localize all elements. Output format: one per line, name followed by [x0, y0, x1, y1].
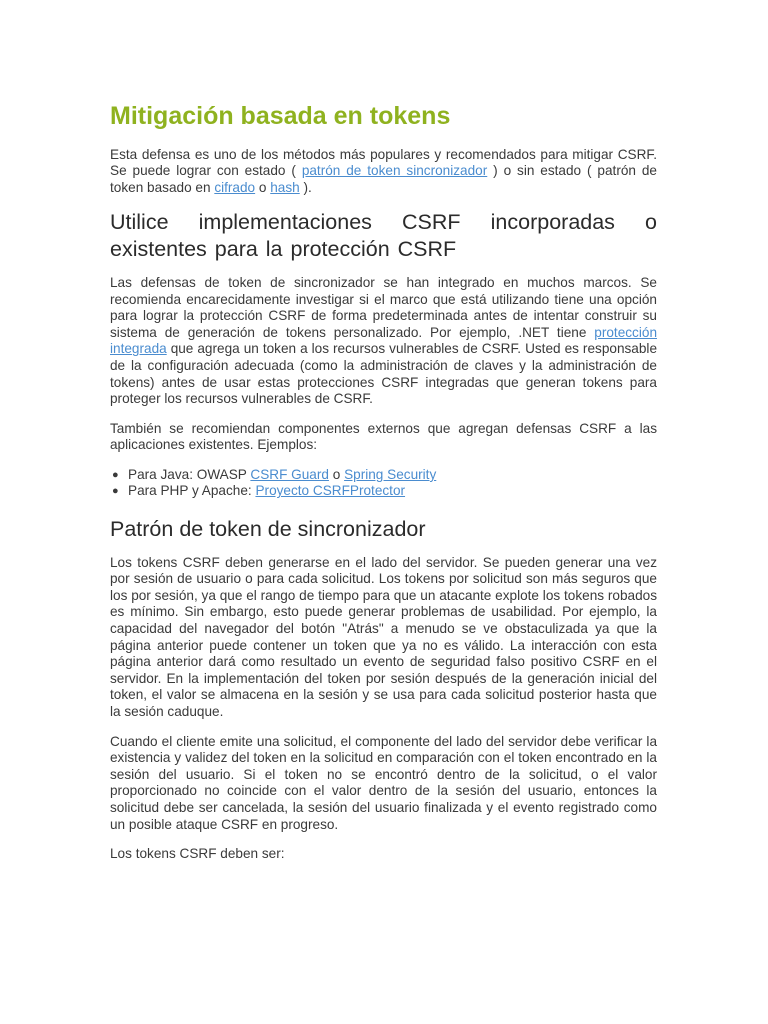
- builtin-text-1: Las defensas de token de sincronizador se han integrado en muchos marcos. Se recomienda encarecidamente investigar si el marco que está utilizando tiene una opción para lograr la protección CSRF de forma predeterminada antes de intentar construir su sistema de generación de tokens personalizado. Por ejemplo, .NET tiene: [110, 275, 657, 340]
- bullet-icon: ●: [112, 468, 119, 481]
- synchronizer-paragraph-3: Los tokens CSRF deben ser:: [110, 846, 285, 862]
- builtin-text-2: que agrega un token a los recursos vulnerables de CSRF. Usted es responsable de la configuración adecuada (como la administración de claves y la administración de tokens) antes de usar estas protecciones CSRF integradas que generan tokens para proteger los recursos vulnerables de CSRF.: [110, 341, 657, 407]
- list-item: [112, 483, 657, 499]
- link-csrfprotector-project[interactable]: Proyecto CSRFProtector: [255, 483, 406, 499]
- example-java-mid: o: [328, 466, 345, 482]
- section-heading-synchronizer: Patrón de token de sincronizador: [110, 516, 426, 541]
- link-encryption[interactable]: cifrado: [214, 179, 256, 195]
- builtin-paragraph: [110, 275, 657, 408]
- examples-list: [110, 467, 657, 500]
- page-title: Mitigación basada en tokens: [110, 102, 451, 130]
- link-builtin-protection[interactable]: protección integrada: [110, 324, 657, 357]
- intro-paragraph: [110, 147, 657, 197]
- example-php-prefix: Para PHP y Apache:: [128, 483, 256, 499]
- link-csrf-guard[interactable]: CSRF Guard: [250, 466, 329, 482]
- link-hash[interactable]: hash: [270, 179, 300, 195]
- synchronizer-paragraph-2: Cuando el cliente emite una solicitud, el componente del lado del servidor debe verificar la existencia y validez del token en la solicitud en comparación con el token encontrado en la sesión del usuario. Si el token no se encontró dentro de la solicitud, o el valor proporcionado no coincide con el valor dentro de la sesión del usuario, entonces la solicitud debe ser cancelada, la sesión del usuario finalizada y el evento registrado como un posible ataque CSRF en progreso.: [110, 733, 657, 832]
- document-page: [110, 100, 657, 876]
- intro-text-4: ).: [299, 179, 312, 195]
- synchronizer-paragraph-1: Los tokens CSRF deben generarse en el lado del servidor. Se pueden generar una vez por sesión de usuario o para cada solicitud. Los tokens por solicitud son más seguros que los por sesión, ya que el rango de tiempo para que un atacante explote los tokens robados es mínimo. Sin embargo, esto puede generar problemas de usabilidad. Por ejemplo, la capacidad del navegador del botón "Atrás" a menudo se ve obstaculizada ya que la página anterior puede contener un token que ya no es válido. La interacción con esta página anterior dará como resultado un evento de seguridad falso positivo CSRF en el servidor. En la implementación del token por sesión después de la generación inicial del token, el valor se almacena en la sesión y se usa para cada solicitud posterior hasta que la sesión caduque.: [110, 554, 657, 719]
- intro-text-2: ) o sin estado ( patrón de token basado en: [110, 163, 657, 195]
- link-synchronizer-token-pattern[interactable]: patrón de token sincronizador: [301, 163, 488, 179]
- intro-text-1: Esta defensa es uno de los métodos más populares y recomendados para mitigar CSRF. Se puede lograr con estado (: [110, 146, 657, 179]
- external-components-paragraph: También se recomiendan componentes externos que agregan defensas CSRF a las aplicaciones existentes. Ejemplos:: [110, 420, 657, 453]
- section-heading-builtin: Utilice implementaciones CSRF incorporadas o existentes para la protección CSRF: [110, 210, 657, 262]
- bullet-icon: ●: [112, 485, 119, 498]
- link-spring-security[interactable]: Spring Security: [344, 466, 437, 482]
- list-item: [112, 466, 657, 483]
- example-java-prefix: Para Java: OWASP: [128, 466, 251, 482]
- intro-text-3: o: [255, 179, 271, 195]
